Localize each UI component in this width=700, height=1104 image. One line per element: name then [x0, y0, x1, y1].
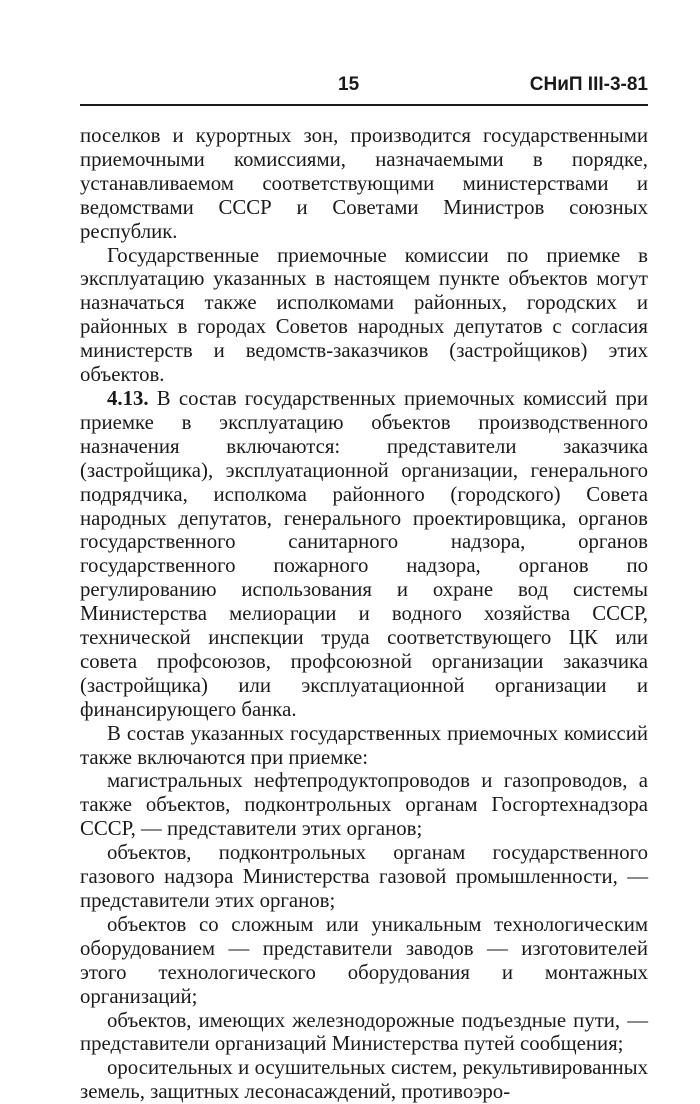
paragraph-continuation — [80, 124, 648, 244]
document-code: СНиП III-3-81 — [529, 74, 648, 95]
list-paragraph — [80, 1009, 648, 1057]
paragraph-text: В состав указанных государственных приемочных комиссий также включаются при приемке: — [80, 721, 648, 769]
paragraph — [80, 244, 648, 387]
paragraph-text: поселков и курортных зон, производится государственными приемочными комиссиями, назначаемыми в порядке, устанавливаемом соответствующими министерствами и ведомствами СССР и Советами Министров союзных республик. — [80, 124, 648, 243]
paragraph-text: объектов, имеющих железнодорожные подъездные пути, — представители организаций Министерства путей сообщения; — [80, 1008, 648, 1056]
list-paragraph — [80, 769, 648, 841]
paragraph-text: В состав государственных приемочных комиссий при приемке в эксплуатацию объектов производственного назначения включаются: представители заказчика (застройщика), эксплуатационной организации, генерального подрядчика, исполкома районного (городского) Совета народных депутатов, генерального проектировщика, органов государственного санитарного надзора, органов государственного пожарного надзора, органов по регулированию использования и охране вод системы Министерства мелиорации и водного хозяйства СССР, технической инспекции труда соответствующего ЦК или совета профсоюзов, профсоюзной организации заказчика (застройщика) или эксплуатационной организации и финансирующего банка. — [80, 386, 648, 721]
paragraph — [80, 722, 648, 770]
paragraph-text: объектов со сложным или уникальным технологическим оборудованием — представители заводов — изготовителей этого технологического оборудования и монтажных организаций; — [80, 912, 648, 1008]
paragraph-text: Государственные приемочные комиссии по приемке в эксплуатацию указанных в настоящем пункте объектов могут назначаться также исполкомами районных, городских и районных в городах Советов народных депутатов с согласия министерств и ведомств-заказчиков (застройщиков) этих объектов. — [80, 243, 648, 387]
paragraph-clause-4-13 — [80, 387, 648, 722]
document-page — [80, 72, 648, 1104]
clause-number: 4.13. — [107, 386, 149, 410]
list-paragraph — [80, 1056, 648, 1104]
list-paragraph — [80, 841, 648, 913]
running-head — [80, 72, 648, 102]
body-text — [80, 124, 648, 1104]
header-rule — [80, 104, 648, 106]
paragraph-text: объектов, подконтрольных органам государственного газового надзора Министерства газовой промышленности, — представители этих органов; — [80, 841, 648, 912]
paragraph-text: магистральных нефтепродуктопроводов и газопроводов, а также объектов, подконтрольных органам Госгортехнадзора СССР, — представители этих органов; — [80, 769, 648, 841]
paragraph-text: оросительных и осушительных систем, рекультивированных земель, защитных лесонасаждений, противоэро- — [80, 1056, 648, 1104]
page-number: 15 — [338, 74, 360, 95]
list-paragraph — [80, 913, 648, 1009]
